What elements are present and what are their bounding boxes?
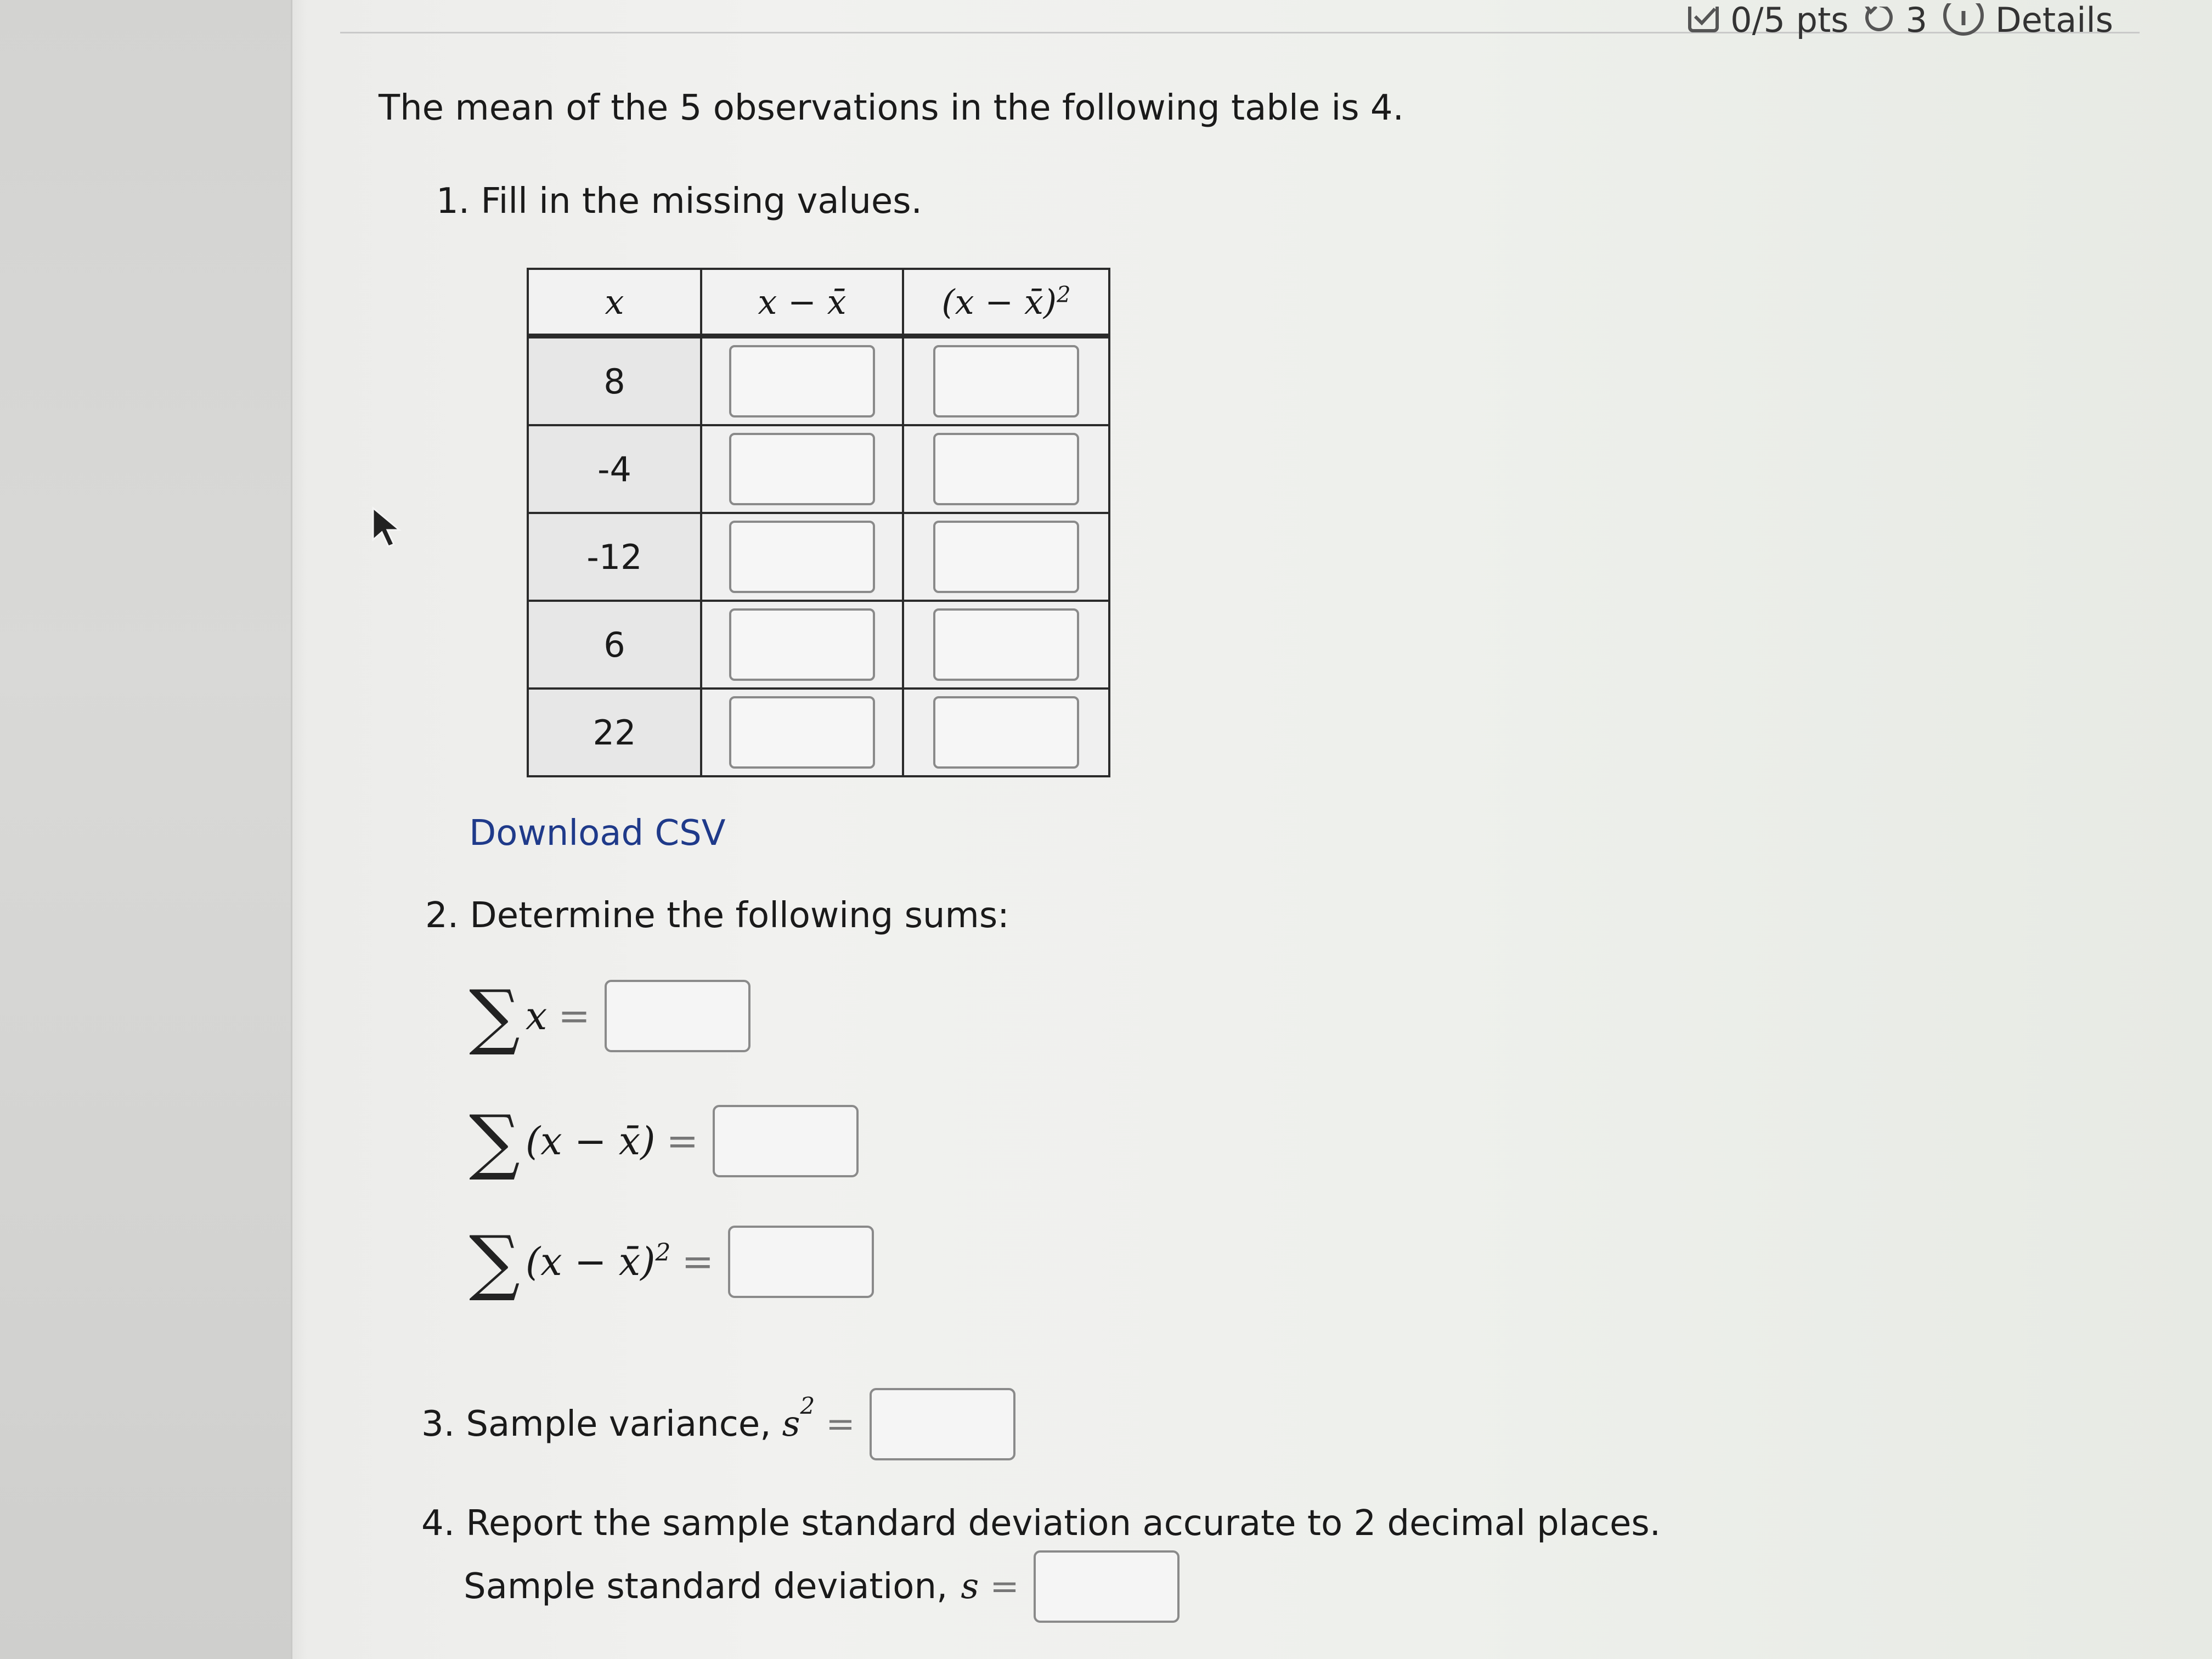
points-indicator bbox=[1688, 0, 1848, 40]
squared-deviation-input[interactable] bbox=[933, 433, 1079, 505]
points-text: 0/5 pts bbox=[1730, 0, 1849, 40]
equals-sign: = bbox=[558, 994, 590, 1039]
table-row bbox=[528, 425, 1109, 513]
info-icon bbox=[1942, 3, 1987, 37]
std-dev-row bbox=[464, 1550, 1180, 1623]
x-value: -12 bbox=[528, 513, 701, 601]
sum-squared-input[interactable] bbox=[728, 1226, 874, 1298]
table-row bbox=[528, 336, 1109, 426]
step2-instruction: 2. Determine the following sums: bbox=[425, 895, 1009, 936]
table-row bbox=[528, 513, 1109, 601]
sum-squared-row bbox=[469, 1220, 874, 1304]
std-dev-label: Sample standard deviation, bbox=[464, 1566, 948, 1607]
table-row bbox=[528, 601, 1109, 689]
attempts-indicator[interactable] bbox=[1863, 0, 1927, 40]
x-value: 8 bbox=[528, 336, 701, 426]
equals-sign: = bbox=[666, 1119, 699, 1164]
left-margin-shade bbox=[0, 0, 292, 1659]
variance-row bbox=[421, 1388, 1015, 1460]
sum-x-expression: x bbox=[525, 994, 548, 1039]
retry-icon bbox=[1863, 7, 1897, 34]
pointer-cursor-icon bbox=[371, 506, 406, 550]
header-squared-deviation: (x − x̄)$^2$ bbox=[903, 269, 1109, 336]
observations-table bbox=[527, 268, 1110, 777]
question-intro: The mean of the 5 observations in the following table is 4. bbox=[379, 88, 1404, 128]
squared-deviation-input[interactable] bbox=[933, 608, 1079, 681]
x-value: -4 bbox=[528, 425, 701, 513]
variance-label: 3. Sample variance, bbox=[421, 1404, 771, 1444]
variance-superscript: 2 bbox=[800, 1392, 815, 1419]
sum-deviation-input[interactable] bbox=[713, 1105, 859, 1177]
checkbox-icon bbox=[1688, 7, 1722, 34]
download-csv-link[interactable]: Download CSV bbox=[469, 813, 726, 854]
equals-sign: = bbox=[826, 1404, 855, 1444]
squared-deviation-input[interactable] bbox=[933, 345, 1079, 417]
details-button[interactable] bbox=[1942, 0, 2113, 40]
sigma-symbol: ∑ bbox=[469, 974, 520, 1058]
step1-instruction: 1. Fill in the missing values. bbox=[436, 181, 922, 222]
square-superscript: 2 bbox=[655, 1239, 671, 1267]
sum-deviation-expression: (x − x̄) bbox=[525, 1119, 656, 1164]
sum-x-input[interactable] bbox=[605, 980, 751, 1052]
question-header bbox=[1688, 0, 2113, 40]
equals-sign: = bbox=[990, 1566, 1019, 1607]
sum-deviation-row bbox=[469, 1099, 859, 1183]
deviation-input[interactable] bbox=[729, 608, 875, 681]
std-dev-symbol: s bbox=[961, 1566, 979, 1607]
step4-instruction: 4. Report the sample standard deviation accurate to 2 decimal places. bbox=[421, 1503, 1661, 1544]
sum-x-row bbox=[469, 974, 751, 1058]
variance-input[interactable] bbox=[870, 1388, 1015, 1460]
squared-deviation-input[interactable] bbox=[933, 696, 1079, 769]
details-label: Details bbox=[1995, 0, 2113, 40]
header-x: x bbox=[528, 269, 701, 336]
table-row bbox=[528, 689, 1109, 776]
sum-squared-expression: (x − x̄) bbox=[525, 1239, 656, 1284]
attempts-count: 3 bbox=[1905, 0, 1928, 40]
sigma-symbol: ∑ bbox=[469, 1220, 520, 1304]
deviation-input[interactable] bbox=[729, 345, 875, 417]
x-value: 6 bbox=[528, 601, 701, 689]
x-value: 22 bbox=[528, 689, 701, 776]
equals-sign: = bbox=[681, 1239, 714, 1284]
deviation-input[interactable] bbox=[729, 521, 875, 593]
std-dev-input[interactable] bbox=[1034, 1550, 1180, 1623]
deviation-input[interactable] bbox=[729, 696, 875, 769]
variance-symbol: s bbox=[782, 1404, 800, 1444]
squared-deviation-input[interactable] bbox=[933, 521, 1079, 593]
deviation-input[interactable] bbox=[729, 433, 875, 505]
header-deviation: x − x̄ bbox=[701, 269, 903, 336]
sigma-symbol: ∑ bbox=[469, 1099, 520, 1183]
